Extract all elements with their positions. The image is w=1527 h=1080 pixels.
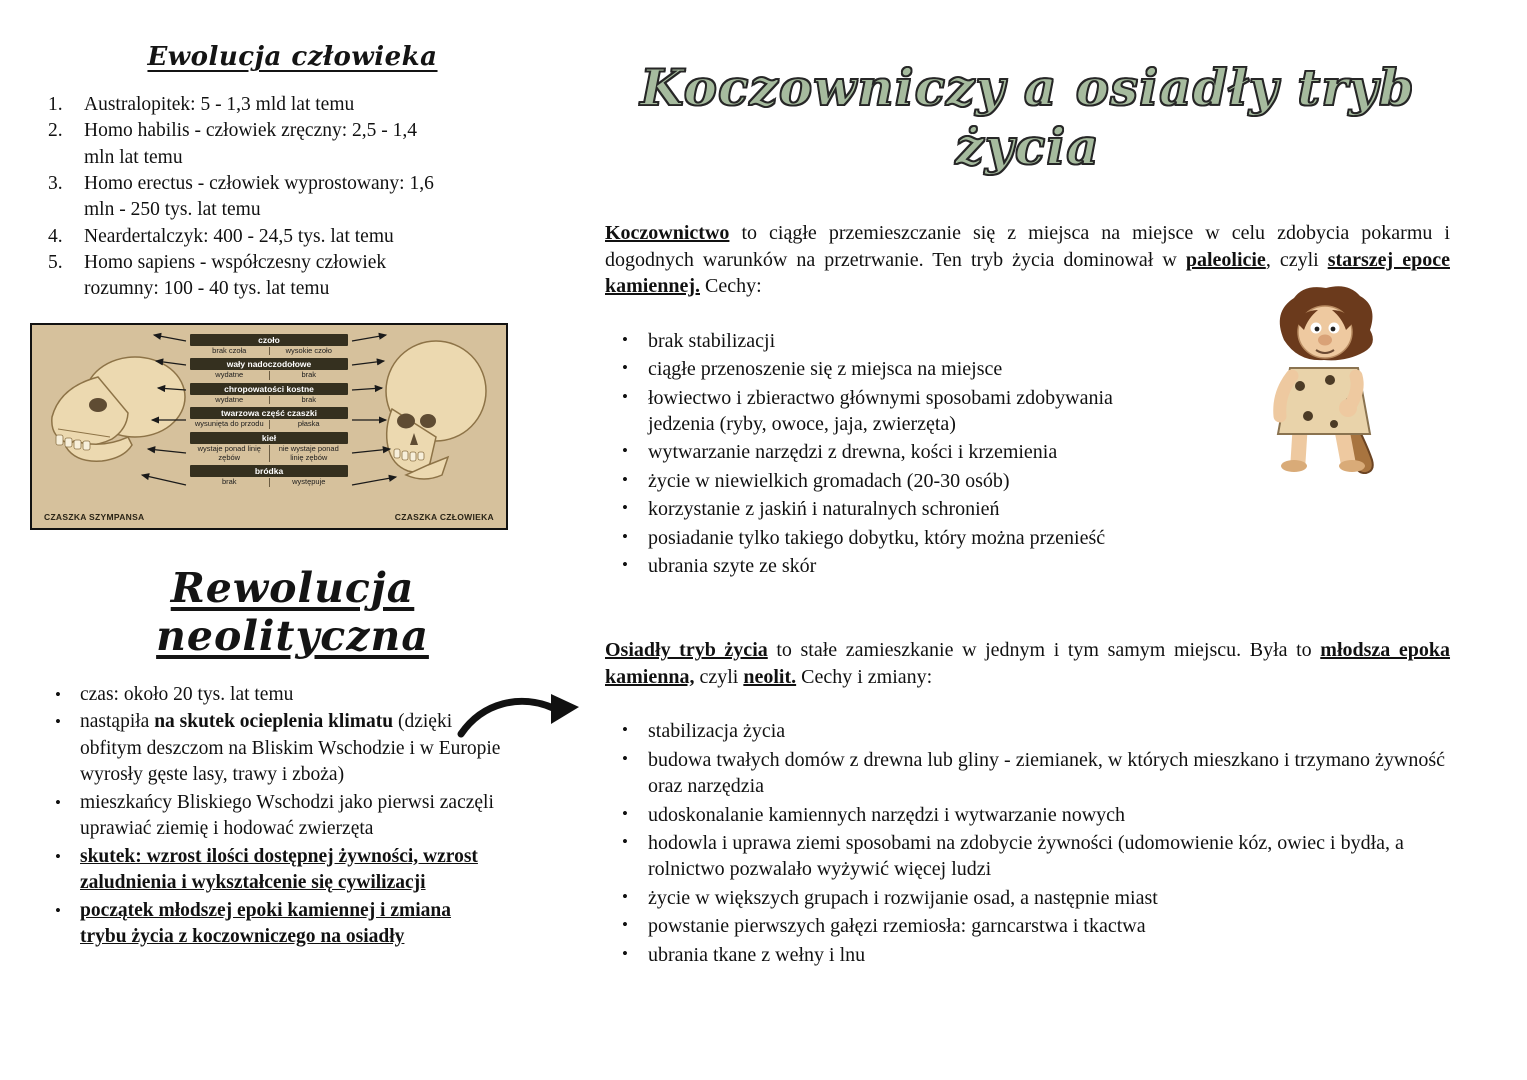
- list-text: ubrania tkane z wełny i lnu: [648, 943, 866, 966]
- list-number: 2.: [48, 120, 63, 142]
- list-text: powstanie pierwszych gałęzi rzemiosła: garncarstwa i tkactwa: [648, 915, 1146, 938]
- skull-feature-labels: [190, 334, 348, 490]
- list-item: [611, 885, 1446, 911]
- list-item: [48, 92, 450, 118]
- feature-chimp-value: wysunięta do przodu: [194, 419, 264, 429]
- page-title: Koczowniczy a osiadły tryb życia: [640, 58, 1415, 176]
- bullet-marker: •: [622, 803, 628, 823]
- list-item: [46, 844, 501, 897]
- bullet-marker: •: [55, 846, 61, 866]
- list-text: Australopitek: 5 - 1,3 mld lat temu: [84, 94, 355, 115]
- feature-name: bródka: [190, 465, 348, 477]
- left-column: [30, 42, 555, 952]
- list-item: [611, 942, 1446, 968]
- list-text: życie w większych grupach i rozwijanie osad, a następnie miast: [648, 886, 1158, 909]
- list-text: wytwarzanie narzędzi z drewna, kości i krzemienia: [648, 441, 1058, 464]
- list-text: skutek: wzrost ilości dostępnej żywności, wzrost zaludnienia i wykształcenie się cywilizacji: [80, 845, 478, 894]
- feature-human-value: występuje: [269, 478, 349, 487]
- bullet-marker: •: [622, 943, 628, 963]
- list-text: budowa twałych domów z drewna lub gliny - ziemianek, w których mieszkano i trzymano żywność oraz narzędzia: [648, 748, 1446, 798]
- skull-comparison-figure: [30, 323, 508, 530]
- list-item: [611, 830, 1446, 883]
- feature-name: twarzowa część czaszki: [190, 407, 348, 419]
- right-column: [605, 58, 1450, 970]
- list-text: Homo sapiens - współczesny człowiek rozumny: 100 - 40 tys. lat temu: [84, 251, 387, 300]
- list-item: [611, 439, 1179, 465]
- list-text: brak stabilizacji: [648, 329, 776, 352]
- list-item: [611, 718, 1446, 744]
- list-text: posiadanie tylko takiego dobytku, który można przenieść: [648, 526, 1106, 549]
- list-text: ubrania szyte ze skór: [648, 554, 817, 577]
- list-item: [611, 553, 1179, 579]
- list-number: 5.: [48, 251, 63, 273]
- settled-intro-paragraph: Osiadły tryb życia to stałe zamieszkanie w jednym i tym samym miejscu. Była to młodsza epoka kamienna, czyli neolit. Cechy i zmiany:: [605, 639, 1451, 688]
- skull-feature-row: [190, 407, 348, 430]
- list-text: hodowla i uprawa ziemi sposobami na zdobycie żywności (udomowienie kóz, owiec i bydła, a rolnictwo pozwalało wyżywić więcej ludzi: [648, 832, 1404, 881]
- list-text: początek młodszej epoki kamiennej i zmiana trybu życia z koczowniczego na osiadły: [80, 899, 452, 948]
- skull-feature-row: [190, 383, 348, 406]
- feature-name: kieł: [190, 432, 348, 444]
- list-item: [48, 171, 450, 224]
- list-text: ciągłe przenoszenie się z miejsca na miejsce: [648, 358, 1003, 381]
- caveman-illustration: [1238, 282, 1410, 474]
- feature-chimp-value: wystaje ponad linię zębów: [197, 444, 261, 462]
- skull-feature-row: [190, 358, 348, 381]
- list-text: Homo erectus - człowiek wyprostowany: 1,6 mln - 250 tys. lat temu: [84, 172, 434, 221]
- list-item: [48, 224, 450, 250]
- list-text: mieszkańcy Bliskiego Wschodzi jako pierwsi zaczęli uprawiać ziemię i hodować zwierzęta: [80, 791, 494, 840]
- feature-human-value: płaska: [269, 420, 349, 429]
- list-item: [611, 468, 1179, 494]
- skull-feature-row: [190, 465, 348, 488]
- list-number: 3.: [48, 172, 63, 194]
- bullet-marker: •: [622, 526, 628, 546]
- chimp-skull-caption: CZASZKA SZYMPANSA: [44, 511, 145, 522]
- list-item: [611, 525, 1179, 551]
- nomadic-intro-paragraph: Koczownictwo to ciągłe przemieszczanie się z miejsca na miejsce w celu zdobycia pokarmu i dogodnych warunków na przetrwanie. Ten tryb życia dominował w paleolicie, czyli starszej epoce kamiennej. Cechy:: [605, 222, 1450, 298]
- list-item: [611, 385, 1179, 438]
- skull-feature-row: [190, 432, 348, 463]
- bullet-marker: •: [55, 900, 61, 920]
- list-item: [611, 328, 1179, 354]
- feature-human-value: nie wystaje ponad linię zębów: [269, 445, 349, 462]
- bullet-marker: •: [622, 832, 628, 852]
- bullet-marker: •: [622, 386, 628, 406]
- list-text: stabilizacja życia: [648, 720, 786, 743]
- bullet-marker: •: [622, 441, 628, 461]
- feature-chimp-value: brak: [221, 477, 237, 487]
- settled-list: [611, 718, 1446, 968]
- list-item: [611, 802, 1446, 828]
- bullet-marker: •: [622, 329, 628, 349]
- bullet-marker: •: [622, 358, 628, 378]
- feature-human-value: brak: [269, 396, 349, 405]
- feature-name: wały nadoczodołowe: [190, 358, 348, 370]
- bullet-marker: •: [55, 712, 61, 732]
- bullet-marker: •: [622, 748, 628, 768]
- evolution-title: Ewolucja człowieka: [147, 42, 438, 72]
- list-item: [46, 709, 501, 789]
- list-text: życie w niewielkich gromadach (20-30 osób): [648, 469, 1010, 492]
- feature-chimp-value: wydatne: [215, 394, 244, 404]
- evolution-list: [48, 92, 450, 303]
- list-item: [46, 790, 501, 843]
- list-item: [611, 747, 1446, 800]
- bullet-marker: •: [55, 792, 61, 812]
- bullet-marker: •: [622, 469, 628, 489]
- list-item: [46, 682, 501, 709]
- feature-human-value: wysokie czoło: [269, 347, 349, 356]
- feature-name: chropowatości kostne: [190, 383, 348, 395]
- feature-human-value: brak: [269, 371, 349, 380]
- list-text: łowiectwo i zbieractwo głównymi sposobami zdobywania jedzenia (ryby, owoce, jaja, zwierzęta): [648, 386, 1113, 435]
- neolithic-title: Rewolucja neolityczna: [156, 563, 429, 660]
- bullet-marker: •: [622, 886, 628, 906]
- list-number: 1.: [48, 94, 63, 115]
- list-item: [48, 250, 450, 303]
- human-skull-caption: CZASZKA CZŁOWIEKA: [394, 511, 494, 522]
- list-item: [611, 496, 1179, 522]
- bullet-marker: •: [622, 915, 628, 935]
- list-number: 4.: [48, 225, 63, 247]
- list-text: udoskonalanie kamiennych narzędzi i wytwarzanie nowych: [648, 803, 1126, 826]
- bullet-marker: •: [622, 554, 628, 574]
- neolithic-list: [46, 682, 501, 951]
- bullet-marker: •: [622, 498, 628, 518]
- list-item: [48, 118, 450, 171]
- list-item: [611, 356, 1179, 382]
- nomadic-list: [611, 328, 1179, 580]
- feature-chimp-value: brak czoła: [212, 345, 247, 355]
- list-text: Homo habilis - człowiek zręczny: 2,5 - 1,4 mln lat temu: [84, 120, 418, 168]
- bullet-marker: •: [55, 684, 61, 704]
- feature-name: czoło: [190, 334, 348, 346]
- bullet-marker: •: [622, 720, 628, 740]
- skull-feature-row: [190, 334, 348, 357]
- list-text: Neardertalczyk: 400 - 24,5 tys. lat temu: [84, 225, 394, 247]
- curved-arrow-icon: [455, 688, 580, 746]
- list-text: czas: około 20 tys. lat temu: [80, 683, 294, 705]
- list-text: korzystanie z jaskiń i naturalnych schronień: [648, 498, 1000, 521]
- list-item: [611, 913, 1446, 939]
- feature-chimp-value: wydatne: [215, 370, 244, 380]
- list-item: [46, 898, 501, 951]
- list-text: nastąpiła na skutek ocieplenia klimatu (dzięki obfitym deszczom na Bliskim Wschodzie i w Europie wyrosły gęste lasy, trawy i zboża): [80, 711, 501, 786]
